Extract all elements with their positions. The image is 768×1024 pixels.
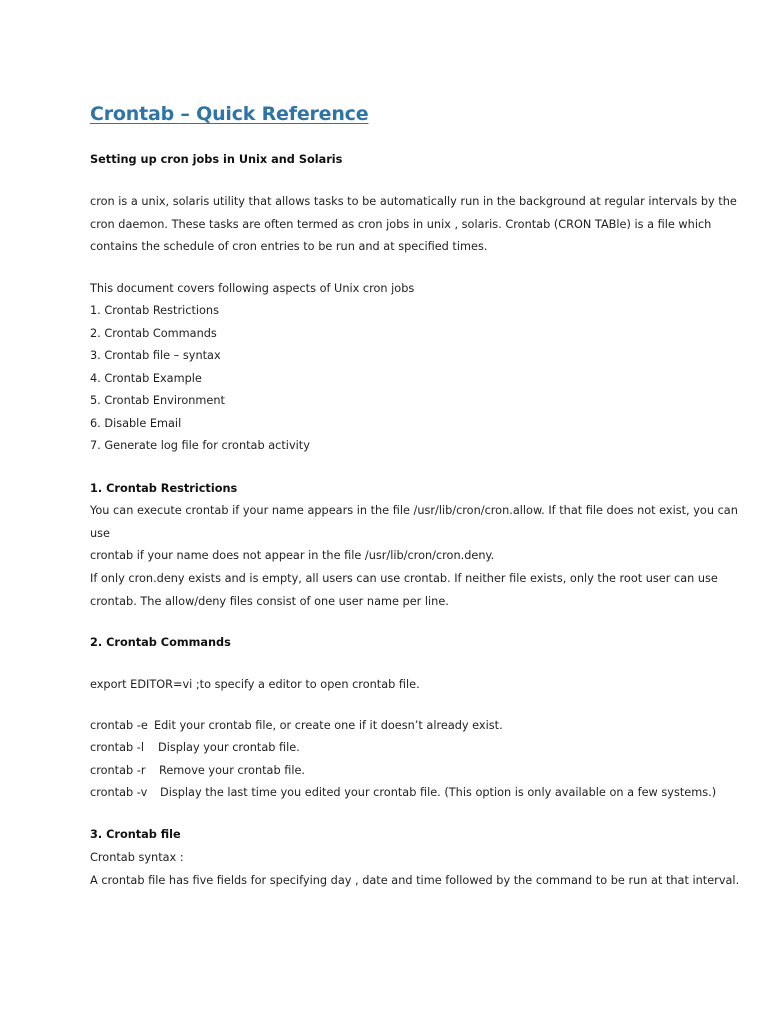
command-row: [90, 719, 503, 733]
command-desc: Display your crontab file.: [158, 741, 300, 754]
intro-line-1: cron is a unix, solaris utility that allows tasks to be automatically run in the background at regular intervals by the: [90, 195, 737, 208]
command-name: crontab -l: [90, 741, 145, 754]
toc-item-1: 1. Crontab Restrictions: [90, 304, 219, 317]
document-subtitle: Setting up cron jobs in Unix and Solaris: [90, 153, 343, 166]
section3-heading: 3. Crontab file: [90, 828, 181, 841]
toc-item-5: 5. Crontab Environment: [90, 394, 225, 407]
command-name: crontab -r: [90, 764, 146, 777]
section2-export-line: export EDITOR=vi ;to specify a editor to open crontab file.: [90, 678, 420, 691]
document-title: Crontab – Quick Reference: [90, 103, 369, 125]
command-desc: Display the last time you edited your crontab file. (This option is only available on a few systems.): [160, 786, 717, 799]
command-desc: Remove your crontab file.: [159, 764, 306, 777]
section3-line-1: Crontab syntax :: [90, 851, 184, 864]
intro-line-3: contains the schedule of cron entries to be run and at specified times.: [90, 240, 488, 253]
section1-line-1: You can execute crontab if your name appears in the file /usr/lib/cron/cron.allow. If that file does not exist, you can: [90, 504, 738, 517]
intro-line-2: cron daemon. These tasks are often termed as cron jobs in unix , solaris. Crontab (CRON TABle) is a file which: [90, 218, 712, 231]
toc-item-2: 2. Crontab Commands: [90, 327, 217, 340]
command-name: crontab -e: [90, 719, 148, 732]
toc-item-4: 4. Crontab Example: [90, 372, 202, 385]
command-row: [90, 764, 305, 778]
toc-item-6: 6. Disable Email: [90, 417, 182, 430]
section1-line-4: If only cron.deny exists and is empty, all users can use crontab. If neither file exists, only the root user can use: [90, 572, 718, 585]
section2-heading: 2. Crontab Commands: [90, 636, 231, 649]
command-row: [90, 786, 716, 800]
command-desc: Edit your crontab file, or create one if it doesn’t already exist.: [154, 719, 503, 732]
command-row: [90, 741, 300, 755]
command-name: crontab -v: [90, 786, 148, 799]
toc-item-7: 7. Generate log file for crontab activity: [90, 439, 310, 452]
toc-item-3: 3. Crontab file – syntax: [90, 349, 221, 362]
section1-heading: 1. Crontab Restrictions: [90, 482, 238, 495]
section3-line-2: A crontab file has five fields for specifying day , date and time followed by the command to be run at that interval.: [90, 874, 740, 887]
section1-line-2: use: [90, 527, 110, 540]
toc-intro: This document covers following aspects of Unix cron jobs: [90, 282, 415, 295]
section1-line-3: crontab if your name does not appear in the file /usr/lib/cron/cron.deny.: [90, 549, 495, 562]
section1-line-5: crontab. The allow/deny files consist of one user name per line.: [90, 595, 449, 608]
